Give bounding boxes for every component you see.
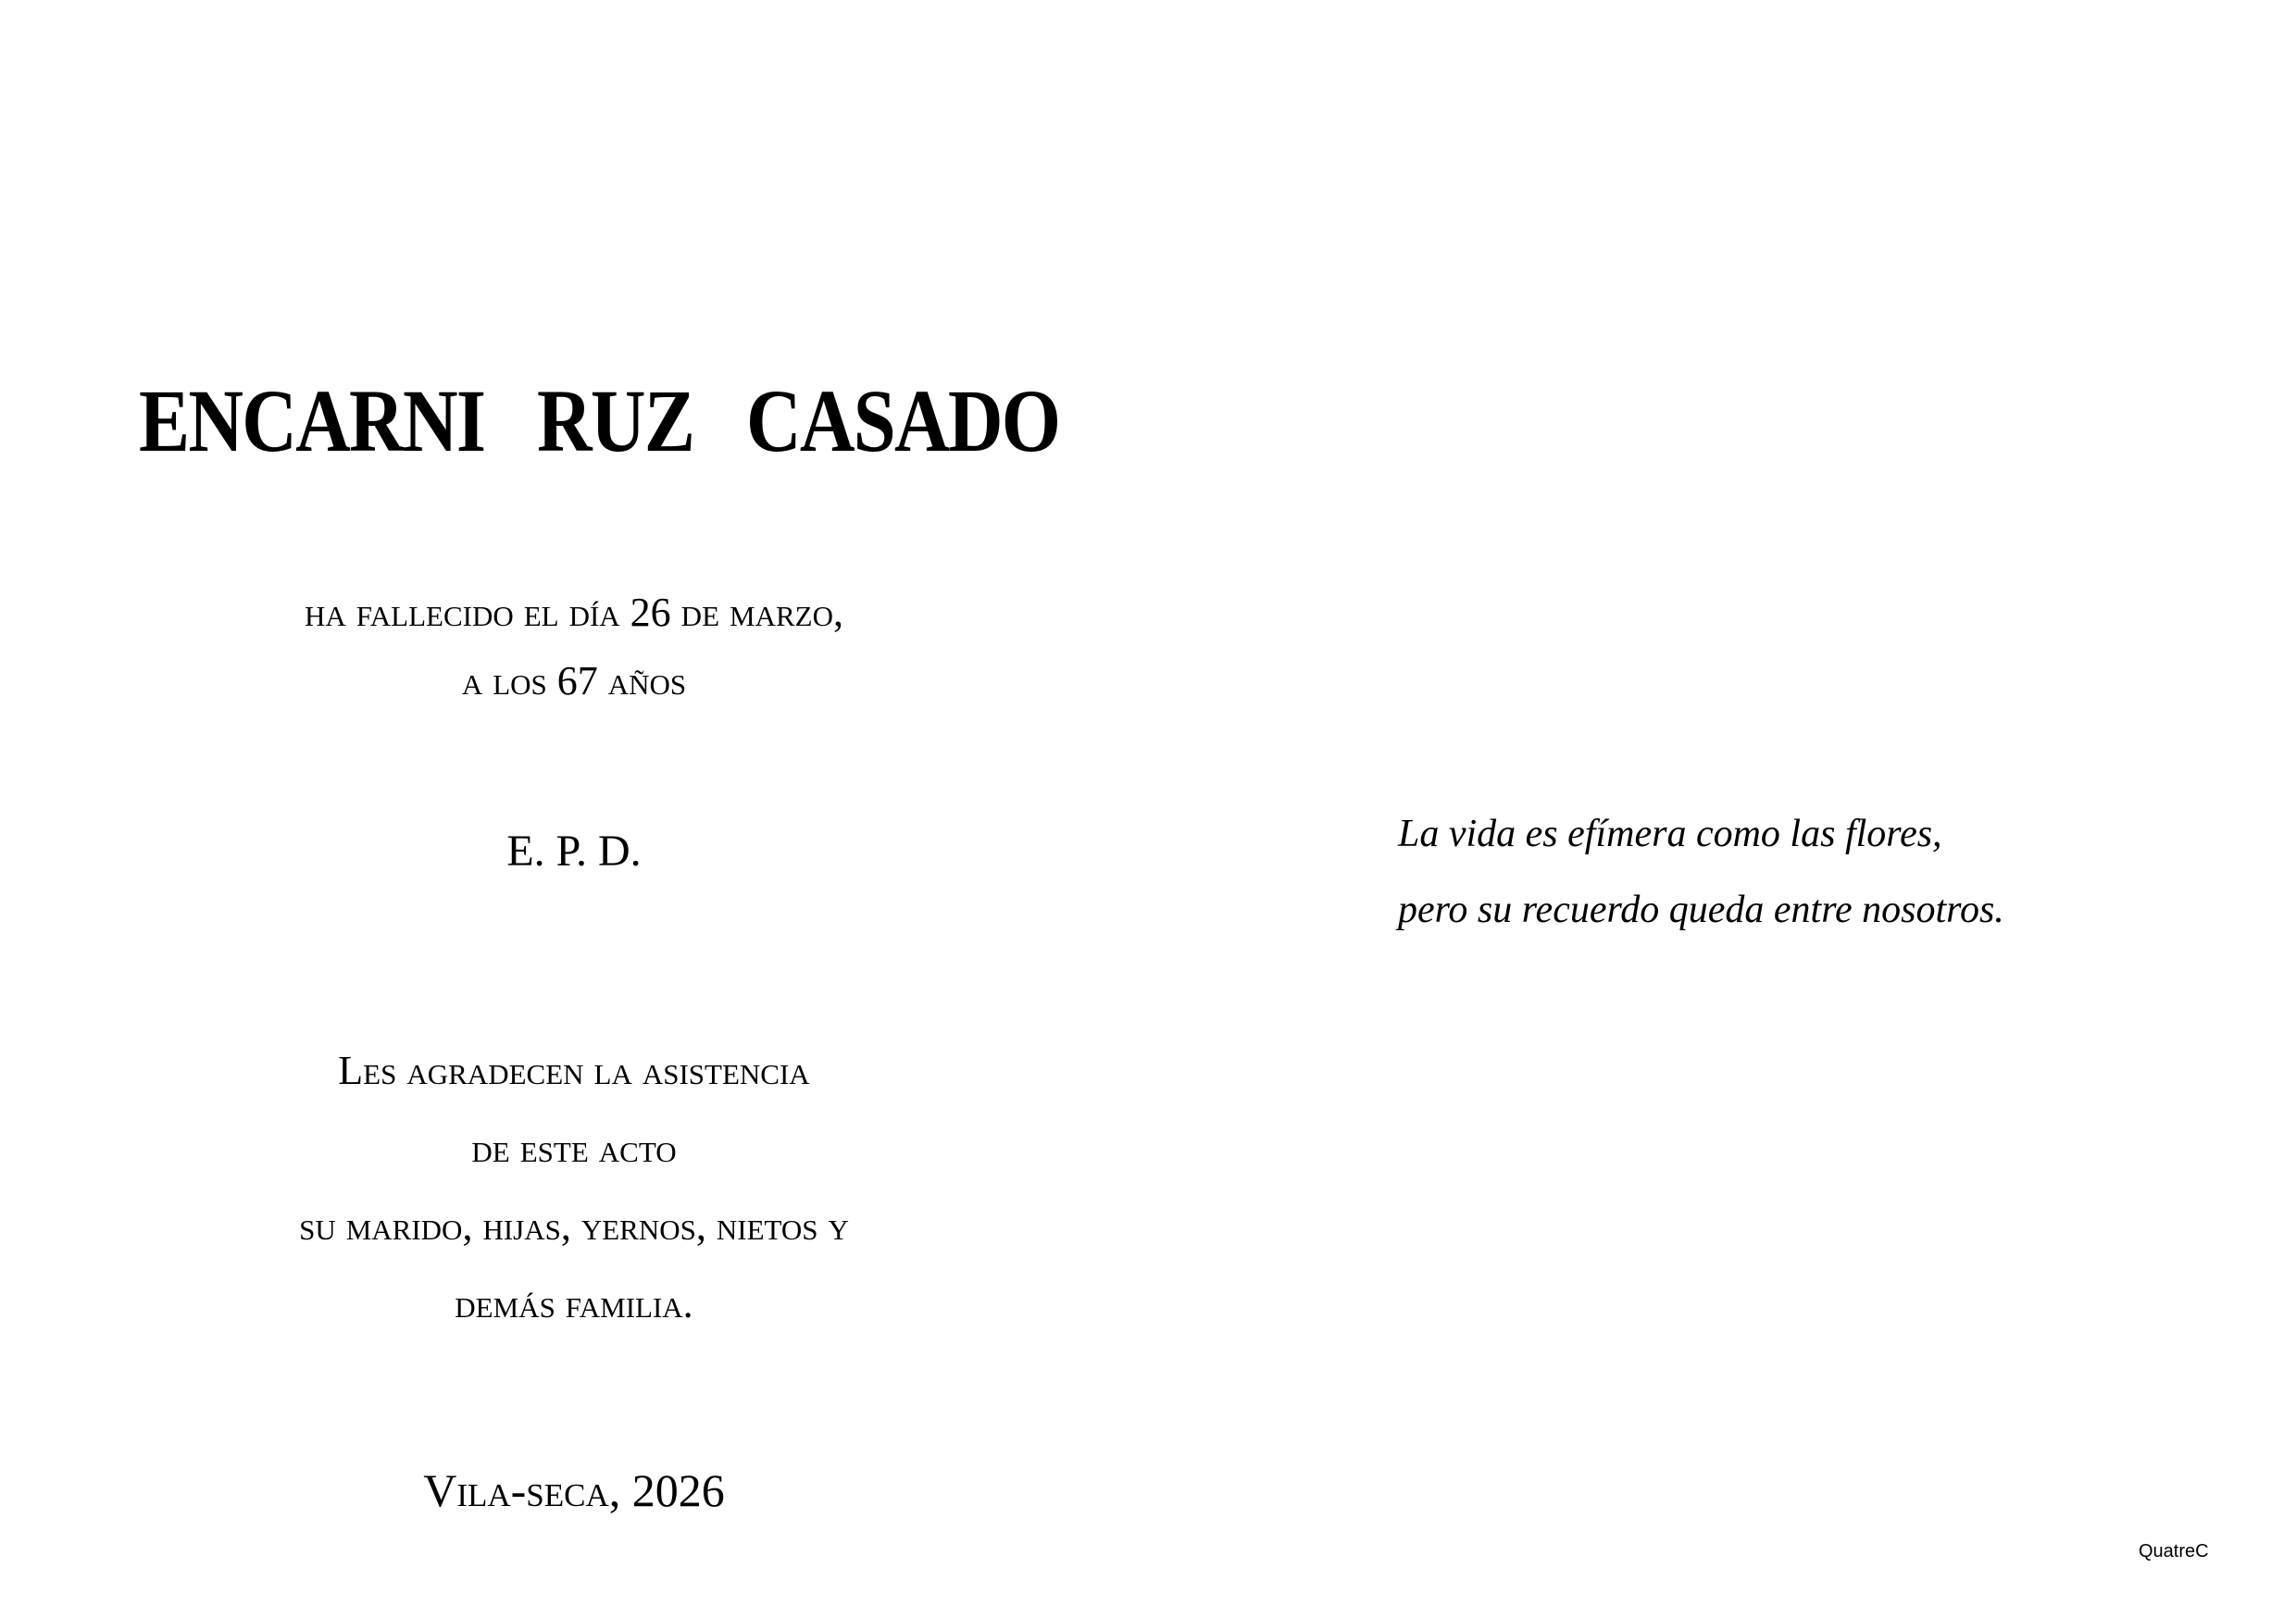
place-year: Vila-seca, 2026 (423, 1464, 725, 1516)
death-notice (204, 579, 944, 716)
memorial-quote (1398, 796, 2139, 948)
brand-label: QuatreC (2139, 1541, 2209, 1562)
thanks-line-4: demás familia. (455, 1281, 693, 1326)
thanks-line-2: de este acto (471, 1126, 677, 1171)
quote-line-1: La vida es efímera como las flores, (1398, 813, 1942, 855)
death-notice-line-1: ha fallecido el día 26 de marzo, (305, 590, 843, 635)
epd-text: E. P. D. (506, 827, 642, 876)
quote-line-2: pero su recuerdo queda entre nosotros. (1398, 889, 2004, 931)
thanks-line-3: su marido, hijas, yernos, nietos y (299, 1203, 849, 1249)
thanks-line-1: Les agradecen la asistencia (338, 1048, 810, 1093)
deceased-name: ENCARNI RUZ CASADO (139, 371, 1060, 470)
thanks-message (204, 1032, 944, 1343)
death-notice-line-2: a los 67 años (461, 658, 687, 703)
